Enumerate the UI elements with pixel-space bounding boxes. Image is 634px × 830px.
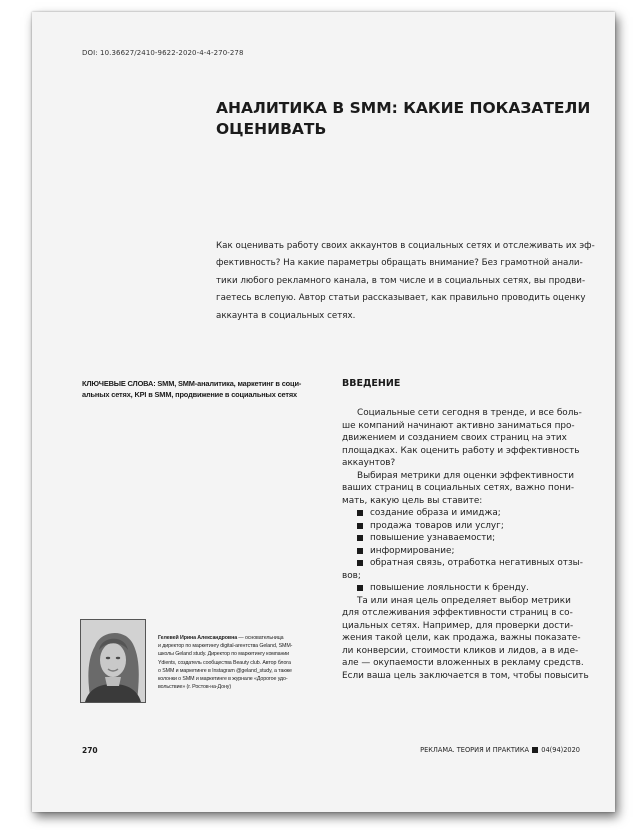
square-bullet-icon	[357, 548, 363, 554]
bio-line: и директор по маркетингу digital-агентства Geland, SMM-	[158, 643, 293, 650]
text-line: Та или иная цель определяет выбор метрики	[357, 595, 571, 606]
bio-line: Ydients, создатель сообщества Beauty club. Автор блога	[158, 659, 291, 666]
list-item-text: обратная связь, отработка негативных отзы-	[370, 558, 583, 568]
keywords-line: КЛЮЧЕВЫЕ СЛОВА: SMM, SMM-аналитика, маркетинг в соци-	[82, 379, 302, 388]
paragraph	[342, 595, 594, 683]
text-line: Выбирая метрики для оценки эффективности	[357, 470, 574, 481]
list-item-text: информирование;	[370, 545, 455, 556]
square-bullet-icon	[357, 510, 363, 516]
doi: DOI: 10.36627/2410-9622-2020-4-4-270-278	[82, 49, 244, 57]
list-item	[342, 557, 594, 570]
author-bio	[158, 634, 306, 691]
paragraph	[342, 407, 594, 470]
text-line: жения такой цели, как продажа, важны показате-	[342, 633, 581, 643]
square-bullet-icon	[357, 585, 363, 591]
goals-list	[342, 507, 594, 595]
page-number: 270	[82, 746, 98, 755]
list-item-text: продажа товаров или услуг;	[370, 520, 504, 531]
list-item-text: повышение лояльности к бренду.	[370, 583, 529, 593]
text-line: мать, какую цель вы ставите:	[342, 495, 483, 506]
lead-line: фективность? На какие параметры обращать внимание? Без грамотной анали-	[216, 258, 583, 269]
journal-issue: 04(94)2020	[541, 746, 580, 754]
list-item	[342, 520, 594, 533]
bio-line: о SMM и маркетинге в Instagram @geland_study, а также	[158, 667, 292, 674]
lead-line: тики любого рекламного канала, в том числе и в социальных сетях, вы продви-	[216, 275, 586, 286]
journal-name: РЕКЛАМА. ТЕОРИЯ И ПРАКТИКА	[420, 746, 530, 754]
text-line: але — окупаемости вложенных в рекламу средств.	[342, 658, 584, 668]
list-item	[342, 532, 594, 545]
article-lead	[216, 238, 596, 325]
square-bullet-icon	[357, 535, 363, 541]
square-bullet-icon	[357, 560, 363, 566]
text-line: площадках. Как оценить работу и эффективность	[342, 445, 580, 456]
author-name: Гелевей Ирина Александровна	[158, 635, 238, 641]
journal-page	[32, 12, 615, 812]
keywords	[82, 378, 314, 400]
bio-line: школы Geland study. Директор по маркетингу компании	[158, 651, 289, 658]
lead-line: аккаунта в социальных сетях.	[216, 310, 356, 321]
keywords-line: альных сетях, KPI в SMM, продвижение в социальных сетях	[82, 390, 297, 399]
text-line: циальных сетях. Например, для проверки дости-	[342, 620, 574, 631]
title-line: ОЦЕНИВАТЬ	[216, 120, 327, 138]
text-line: ваших страниц в социальных сетях, важно пони-	[342, 483, 575, 493]
list-item	[342, 545, 594, 558]
list-item-text: повышение узнаваемости;	[370, 533, 496, 543]
lead-line: гаетесь вслепую. Автор статьи рассказывает, как правильно проводить оценку	[216, 293, 586, 304]
text-line: ли конверсии, стоимости кликов и лидов, а в иде-	[342, 645, 579, 656]
list-item-continuation	[342, 570, 594, 583]
article-title	[216, 98, 596, 140]
bio-line: — основательница	[237, 635, 284, 641]
square-separator-icon	[532, 747, 538, 753]
text-line: движением и созданием своих страниц на этих	[342, 433, 567, 443]
text-line: аккаунтов?	[342, 458, 396, 468]
section-heading: ВВЕДЕНИЕ	[342, 378, 401, 389]
text-line: Социальные сети сегодня в тренде, и все боль-	[357, 408, 582, 418]
bio-line: колонки о SMM и маркетинге в журнале «Дорогое удо-	[158, 676, 288, 683]
square-bullet-icon	[357, 523, 363, 529]
list-item-text: вов;	[342, 570, 361, 581]
paragraph	[342, 470, 594, 508]
lead-line: Как оценивать работу своих аккаунтов в социальных сетях и отслеживать их эф-	[216, 241, 595, 251]
text-line: ше компаний начинают активно заниматься про-	[342, 420, 575, 431]
list-item	[342, 582, 594, 595]
journal-footer	[420, 746, 580, 754]
list-item-text: создание образа и имиджа;	[370, 508, 501, 518]
bio-line: вольствие» (г. Ростов-на-Дону)	[158, 684, 231, 691]
author-photo	[80, 619, 146, 703]
list-item	[342, 507, 594, 520]
text-line: для отслеживания эффективности страниц в со-	[342, 608, 573, 618]
text-line: Если ваша цель заключается в том, чтобы повысить	[342, 670, 589, 681]
title-line: АНАЛИТИКА В SMM: КАКИЕ ПОКАЗАТЕЛИ	[216, 99, 591, 117]
body-column	[342, 407, 594, 682]
